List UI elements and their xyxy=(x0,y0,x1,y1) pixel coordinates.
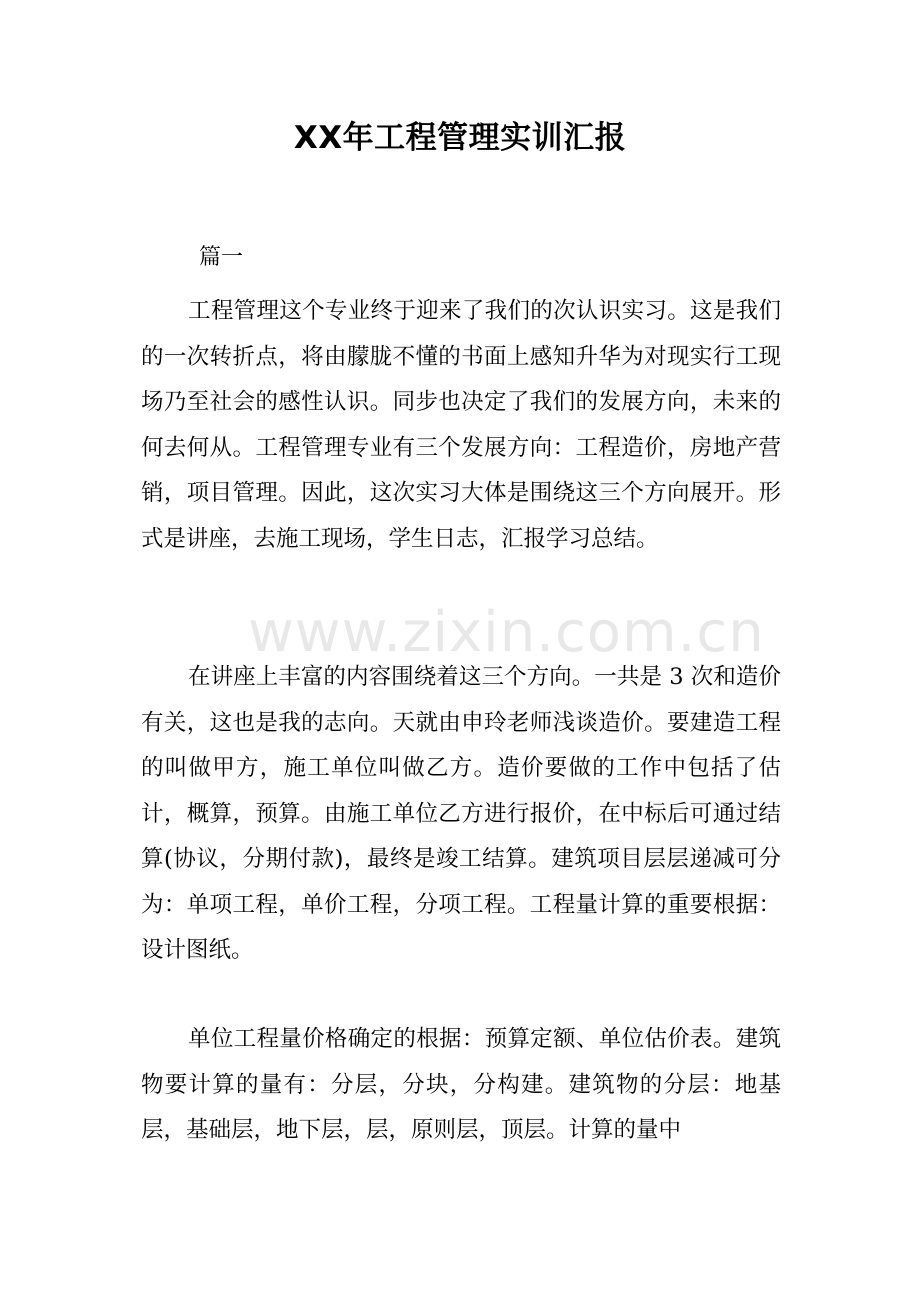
body-paragraph: 单位工程量价格确定的根据：预算定额、单位估价表。建筑物要计算的量有：分层，分块，分构建。建筑物的分层：地基层，基础层，地下层，层，原则层，顶层。计算的量中 xyxy=(141,1026,781,1143)
watermark: www.zixin.com.cn xyxy=(248,600,765,665)
section-label: 篇一 xyxy=(199,245,244,270)
body-paragraph: 工程管理这个专业终于迎来了我们的次认识实习。这是我们的一次转折点，将由朦胧不懂的书面上感知升华为对现实行工现场乃至社会的感性认识。同步也决定了我们的发展方向，未来的何去何从。工程管理专业有三个发展方向：工程造价，房地产营销，项目管理。因此，这次实习大体是围绕这三个方向展开。形式是讲座，去施工现场，学生日志，汇报学习总结。 xyxy=(141,298,781,552)
body-paragraph: 在讲座上丰富的内容围绕着这三个方向。一共是 3 次和造价有关，这也是我的志向。天就由申玲老师浅谈造价。要建造工程的叫做甲方，施工单位叫做乙方。造价要做的工作中包括了估计，概算，预算。由施工单位乙方进行报价，在中标后可通过结算(协议，分期付款)，最终是竣工结算。建筑项目层层递减可分为：单项工程，单价工程，分项工程。工程量计算的重要根据：设计图纸。 xyxy=(141,664,781,963)
document-title: XX年工程管理实训汇报 xyxy=(293,120,627,156)
